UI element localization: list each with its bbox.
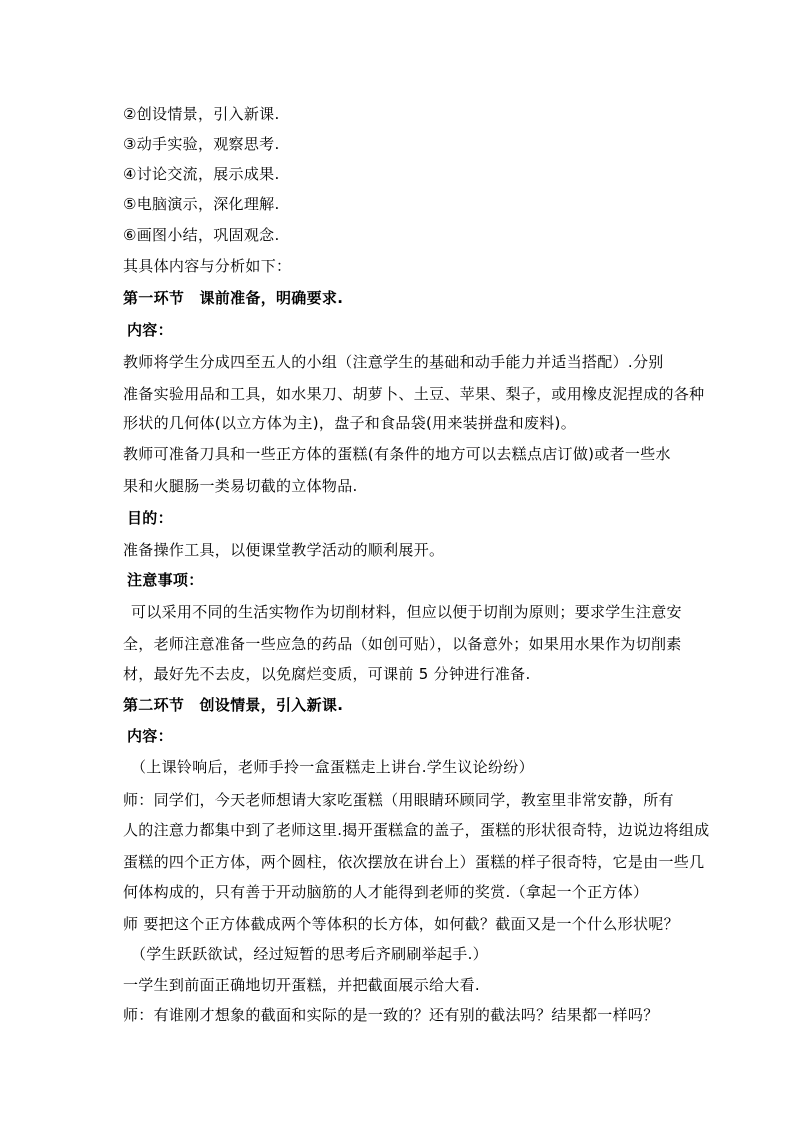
- intro-text: 其具体内容与分析如下：: [123, 257, 292, 275]
- step-item: ⑤电脑演示，深化理解.: [123, 195, 280, 213]
- paragraph-line: 准备实验用品和工具，如水果刀、胡萝卜、土豆、苹果、梨子，或用橡皮泥捏成的各种: [123, 385, 705, 403]
- paragraph-line: 师：同学们，今天老师想请大家吃蛋糕（用眼睛环顾同学，教室里非常安静，所有: [123, 791, 674, 809]
- step-item: ④讨论交流，展示成果.: [123, 165, 280, 183]
- paragraph-line: 何体构成的，只有善于开动脑筋的人才能得到老师的奖赏.（拿起一个正方体）: [123, 883, 649, 901]
- paragraph-line: 果和火腿肠一类易切截的立体物品.: [123, 477, 358, 495]
- paragraph-line: （学生跃跃欲试，经过短暂的思考后齐刷刷举起手.）: [131, 945, 488, 963]
- section1-notes-label: 注意事项：: [127, 571, 204, 589]
- section1-purpose-label: 目的：: [127, 509, 173, 527]
- paragraph-line: （上课铃响后，老师手拎一盒蛋糕走上讲台.学生议论纷纷）: [131, 758, 534, 776]
- section1-heading: 第一环节 课前准备，明确要求.: [123, 289, 344, 307]
- paragraph-line: 全，老师注意准备一些应急的药品（如创可贴），以备意外；如果用水果作为切削素: [123, 635, 682, 653]
- paragraph-line: 材，最好先不去皮，以免腐烂变质，可课前 5 分钟进行准备.: [123, 665, 531, 683]
- step-item: ③动手实验，观察思考.: [123, 135, 280, 153]
- paragraph-line: 教师可准备刀具和一些正方体的蛋糕(有条件的地方可以去糕点店订做)或者一些水: [123, 445, 671, 463]
- paragraph-line: 师：有谁刚才想象的截面和实际的是一致的？还有别的截法吗？结果都一样吗？: [123, 1006, 659, 1024]
- step-item: ②创设情景，引入新课.: [123, 105, 280, 123]
- paragraph-line: 师 要把这个正方体截成两个等体积的长方体，如何截？截面又是一个什么形状呢？: [123, 915, 679, 933]
- section2-content-label: 内容：: [127, 727, 173, 745]
- paragraph-line: 形状的几何体(以立方体为主)，盘子和食品袋(用来装拼盘和废料)。: [123, 414, 577, 432]
- paragraph-line: 人的注意力都集中到了老师这里.揭开蛋糕盒的盖子，蛋糕的形状很奇特，边说边将组成: [123, 821, 710, 839]
- paragraph-line: 一学生到前面正确地切开蛋糕，并把截面展示给大看.: [123, 976, 480, 994]
- paragraph-line: 教师将学生分成四至五人的小组（注意学生的基础和动手能力并适当搭配）.分别: [123, 353, 664, 371]
- paragraph-line: 蛋糕的四个正方体，两个圆柱，依次摆放在讲台上）蛋糕的样子很奇特，它是由一些几: [123, 853, 705, 871]
- section1-purpose-text: 准备操作工具，以便课堂教学活动的顺利展开。: [123, 541, 445, 559]
- section1-content-label: 内容：: [127, 321, 173, 339]
- paragraph-line: 可以采用不同的生活实物作为切削材料，但应以便于切削为原则；要求学生注意安: [131, 603, 682, 621]
- section2-heading: 第二环节 创设情景，引入新课.: [123, 696, 344, 714]
- step-item: ⑥画图小结，巩固观念.: [123, 226, 280, 244]
